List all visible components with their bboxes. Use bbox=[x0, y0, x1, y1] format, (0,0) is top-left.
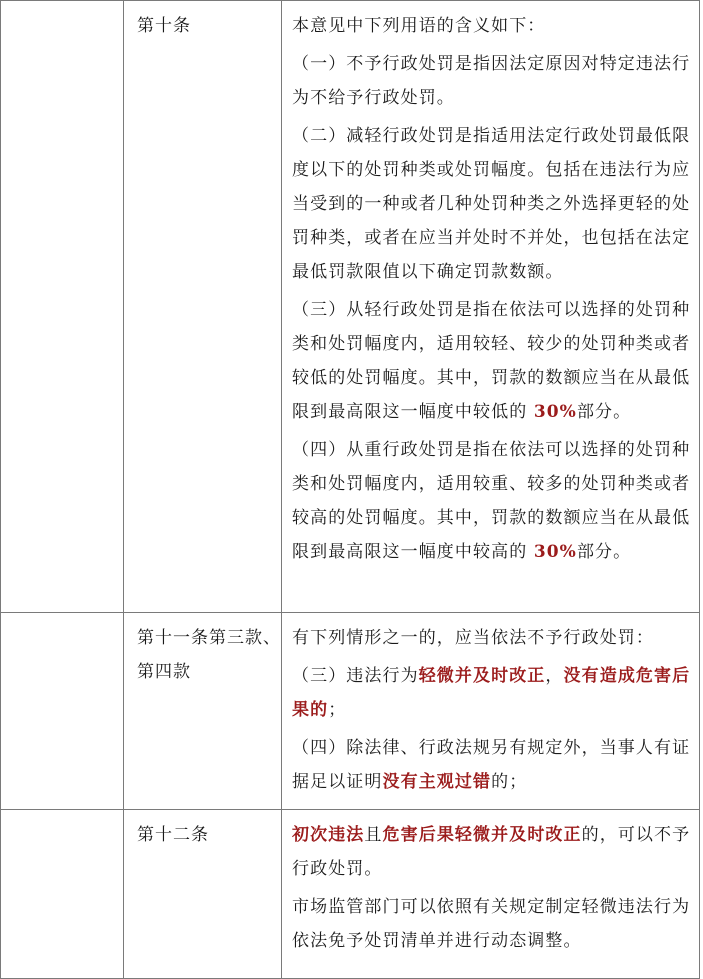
paragraph-text: 有下列情形之一的，应当依法不予行政处罚： bbox=[292, 628, 654, 648]
paragraph-text: 的，可以不予行政处罚。 bbox=[292, 825, 691, 879]
paragraph-text: （二）减轻行政处罚是指适用法定行政处罚最低限度以下的处罚种类或处罚幅度。包括在违法行为应当受到的一种或者几种处罚种类之外选择更轻的处罚种类，或者在应当并处时不并处，也包括在法定最低罚款限值以下确定罚款数额。 bbox=[292, 126, 691, 282]
highlighted-text: 初次违法 bbox=[292, 825, 365, 845]
article-content-cell bbox=[282, 810, 700, 979]
article-paragraph bbox=[292, 731, 691, 799]
paragraph-text: 本意见中下列用语的含义如下： bbox=[292, 16, 546, 36]
article-paragraph bbox=[292, 621, 691, 655]
highlighted-text: 轻微并及时改正 bbox=[418, 666, 546, 686]
article-paragraph bbox=[292, 818, 691, 886]
paragraph-text: 部分。 bbox=[576, 402, 632, 422]
article-paragraph bbox=[292, 890, 691, 958]
article-paragraph bbox=[292, 9, 691, 43]
article-paragraph bbox=[292, 119, 691, 289]
paragraph-text: （三）从轻行政处罚是指在依法可以选择的处罚种类和处罚幅度内，适用较轻、较少的处罚种类或者较低的处罚幅度。其中，罚款的数额应当在从最低限到最高限这一幅度中较低的 bbox=[292, 300, 691, 422]
paragraph-text: 的； bbox=[491, 772, 528, 792]
paragraph-text: （三）违法行为 bbox=[292, 666, 419, 686]
highlighted-text: 30% bbox=[533, 402, 577, 422]
article-number: 第十一条第三款、第四款 bbox=[137, 628, 281, 682]
highlighted-text: 30% bbox=[533, 542, 577, 562]
table-row bbox=[1, 810, 700, 979]
paragraph-text: （四）除法律、行政法规另有规定外，当事人有证据足以证明 bbox=[292, 738, 691, 792]
paragraph-text: （一）不予行政处罚是指因法定原因对特定违法行为不给予行政处罚。 bbox=[292, 54, 691, 108]
article-number-cell bbox=[124, 613, 282, 810]
article-content-cell bbox=[282, 1, 700, 613]
blank-cell bbox=[1, 810, 124, 979]
table-row bbox=[1, 1, 700, 613]
article-number-cell bbox=[124, 810, 282, 979]
highlighted-text: 危害后果轻微并及时改正 bbox=[382, 825, 582, 845]
paragraph-text: 且 bbox=[364, 825, 383, 845]
article-number: 第十条 bbox=[137, 16, 191, 36]
article-number-cell bbox=[124, 1, 282, 613]
highlighted-text: 没有主观过错 bbox=[382, 772, 492, 792]
article-paragraph bbox=[292, 47, 691, 115]
article-number: 第十二条 bbox=[137, 825, 209, 845]
table-row bbox=[1, 613, 700, 810]
blank-cell bbox=[1, 613, 124, 810]
paragraph-text: ； bbox=[328, 700, 347, 720]
article-content-cell bbox=[282, 613, 700, 810]
article-paragraph bbox=[292, 433, 691, 569]
blank-cell bbox=[1, 1, 124, 613]
paragraph-text: 部分。 bbox=[576, 542, 632, 562]
paragraph-text: 市场监管部门可以依照有关规定制定轻微违法行为依法免予处罚清单并进行动态调整。 bbox=[292, 897, 691, 951]
article-paragraph bbox=[292, 293, 691, 429]
highlighted-text: 没有造成危害后果的 bbox=[292, 666, 691, 720]
paragraph-text: ， bbox=[545, 666, 564, 686]
article-paragraph bbox=[292, 659, 691, 727]
paragraph-text: （四）从重行政处罚是指在依法可以选择的处罚种类和处罚幅度内，适用较重、较多的处罚种类或者较高的处罚幅度。其中，罚款的数额应当在从最低限到最高限这一幅度中较高的 bbox=[292, 440, 691, 562]
